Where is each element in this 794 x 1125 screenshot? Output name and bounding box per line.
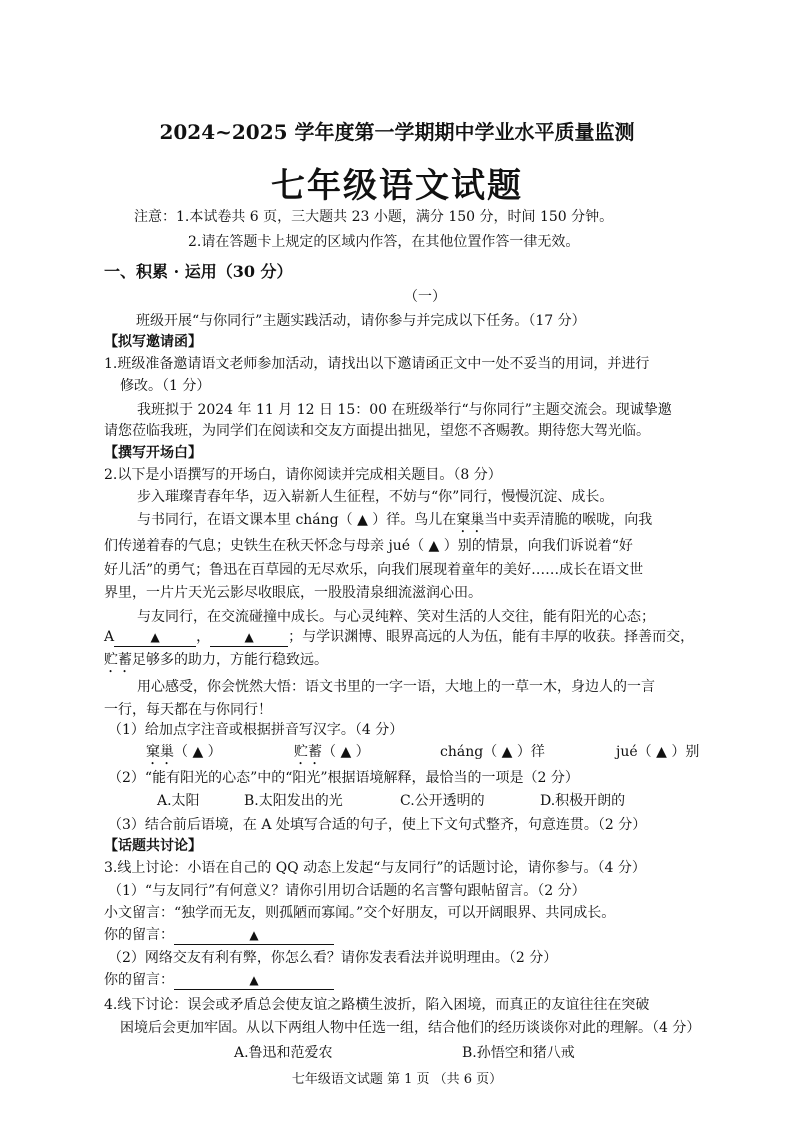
- question-2-2: （2）“能有阳光的心态”中的“阳光”根据语境解释，最恰当的一项是（2 分）: [108, 770, 579, 786]
- opening-p8: [104, 650, 328, 676]
- fill-blank-a2[interactable]: [210, 629, 288, 647]
- dotted-word-zhuxu: 贮蓄: [104, 652, 132, 668]
- answer-line[interactable]: [174, 927, 334, 945]
- answer-item-1[interactable]: [146, 742, 222, 768]
- answer-slot: （ ▲ ）别: [637, 744, 700, 760]
- option-d[interactable]: D.积极开朗的: [540, 793, 626, 809]
- opening-p2-b: 当中卖弄清脆的喉咙，向我: [484, 512, 653, 528]
- question-2-1: （1）给加点字注音或根据拼音写汉字。（4 分）: [108, 722, 404, 738]
- answer-item-3[interactable]: [440, 742, 545, 762]
- pinyin-word: 窠巢: [146, 744, 174, 760]
- exam-supertitle: 2024~2025 学年度第一学期期中学业水平质量监测: [159, 120, 635, 144]
- your-message-1: [104, 925, 334, 945]
- blank-marker: ▲: [249, 928, 259, 942]
- notice-line-1: 注意：1.本试卷共 6 页，三大题共 23 小题，满分 150 分，时间 150 分钟。: [134, 209, 614, 225]
- question-3-1: （1）“与友同行”有何意义？请你引用切合话题的名言警句跟帖留言。（2 分）: [108, 883, 586, 899]
- task-label-invite: 【拟写邀请函】: [104, 334, 202, 350]
- pinyin-word: cháng: [440, 744, 484, 760]
- blank-marker: ▲: [249, 973, 259, 987]
- page-footer: 七年级语文试题 第 1 页 （共 6 页）: [291, 1072, 503, 1087]
- q4-option-b[interactable]: B.孙悟空和猪八戒: [462, 1045, 575, 1061]
- answer-slot: （ ▲ ）: [174, 744, 222, 760]
- part-label: （一）: [404, 289, 446, 305]
- opening-p8-rest: 足够多的助力，方能行稳致远。: [132, 652, 328, 668]
- task-label-opening: 【撰写开场白】: [104, 445, 202, 461]
- blank-marker: ▲: [150, 630, 160, 644]
- pinyin-word: 贮蓄: [294, 744, 322, 760]
- blank-marker: ▲: [244, 630, 254, 644]
- opening-p3: 们传递着春的气息；史铁生在秋天怀念与母亲 jué（ ▲ ）别的情景，向我们诉说着“好: [104, 538, 633, 554]
- question-4-cont: 困境后会更加牢固。从以下两组人物中任选一组，结合他们的经历谈谈你对此的理解。（4 分）: [120, 1020, 701, 1036]
- pinyin-word: jué: [616, 744, 638, 760]
- your-message-label: 你的留言：: [104, 972, 174, 988]
- opening-p10: 一行，每天都在与你同行！: [104, 702, 272, 718]
- question-2: 2.以下是小语撰写的开场白，请你阅读并完成相关题目。（8 分）: [104, 467, 502, 483]
- question-3: 3.线上讨论：小语在自己的 QQ 动态上发起“与友同行”的话题讨论，请你参与。（4 分）: [104, 860, 646, 876]
- opening-p9: 用心感受，你会恍然大悟：语文书里的一字一语，大地上的一草一木，身边人的一言: [137, 679, 655, 695]
- fill-blank-a1[interactable]: [114, 629, 196, 647]
- section-intro: 班级开展“与你同行”主题实践活动，请你参与并完成以下任务。（17 分）: [136, 313, 586, 329]
- question-1: 1.班级准备邀请语文老师参加活动，请找出以下邀请函正文中一处不妥当的用词，并进行: [104, 356, 650, 372]
- answer-item-2[interactable]: [294, 742, 370, 768]
- answer-item-4[interactable]: [616, 742, 699, 762]
- blank-separator: ，: [196, 629, 211, 645]
- option-b[interactable]: B.太阳发出的光: [244, 793, 343, 809]
- question-4: 4.线下讨论：误会或矛盾总会使友谊之路横生波折，陷入困境，而真正的友谊往往在突破: [104, 997, 650, 1013]
- option-a[interactable]: A.太阳: [157, 793, 200, 809]
- exam-title: 七年级语文试题: [271, 166, 523, 206]
- section-heading: 一、积累 · 运用（30 分）: [104, 262, 293, 281]
- opening-p1: 步入璀璨青春年华，迈入崭新人生征程，不妨与“你”同行，慢慢沉淀、成长。: [137, 489, 614, 505]
- your-message-label: 你的留言：: [104, 927, 174, 943]
- opening-p5: 界里，一片片天光云影尽收眼底，一股股清泉细流滋润心田。: [104, 585, 482, 601]
- notice-line-2: 2.请在答题卡上规定的区域内作答，在其他位置作答一律无效。: [188, 234, 580, 250]
- blank-label-a: A: [104, 629, 115, 645]
- question-3-2: （2）网络交友有利有弊，你怎么看？请你发表看法并说明理由。（2 分）: [108, 950, 558, 966]
- q4-option-a[interactable]: A.鲁迅和范爱农: [234, 1045, 333, 1061]
- dotted-word-keichao: 窠巢: [456, 512, 485, 528]
- question-2-3: （3）结合前后语境，在 A 处填写合适的句子，使上下文句式整齐，句意连贯。（2 分）: [108, 817, 647, 833]
- answer-slot: （ ▲ ）: [322, 744, 370, 760]
- opening-p2-a: 与书同行，在语文课本里 cháng（ ▲ ）徉。鸟儿在: [137, 512, 457, 528]
- opening-p7: [104, 627, 694, 647]
- opening-p4: 好儿活”的勇气；鲁迅在百草园的无尽欢乐，向我们展现着童年的美好……成长在语文世: [104, 562, 644, 578]
- invite-letter-line-2: 请您莅临我班，为同学们在阅读和交友方面提出拙见，望您不吝赐教。期待您大驾光临。: [104, 423, 650, 439]
- opening-p6: 与友同行，在交流碰撞中成长。与心灵纯粹、笑对生活的人交往，能有阳光的心态；: [137, 609, 655, 625]
- task-label-discuss: 【话题共讨论】: [104, 838, 202, 854]
- option-c[interactable]: C.公开透明的: [400, 793, 485, 809]
- your-message-2: [104, 970, 334, 990]
- question-1-cont: 修改。（1 分）: [120, 378, 211, 394]
- invite-letter-line-1: 我班拟于 2024 年 11 月 12 日 15：00 在班级举行“与你同行”主题交流会。现诚挚邀: [137, 402, 672, 418]
- answer-line[interactable]: [174, 972, 334, 990]
- opening-p7-b: ；与学识渊博、眼界高远的人为伍，能有丰厚的收获。择善而交，: [288, 629, 695, 645]
- example-message: 小文留言：“独学而无友，则孤陋而寡闻。”交个好朋友，可以开阔眼界、共同成长。: [104, 905, 616, 921]
- opening-p2: [137, 510, 652, 536]
- answer-slot: （ ▲ ）徉: [483, 744, 545, 760]
